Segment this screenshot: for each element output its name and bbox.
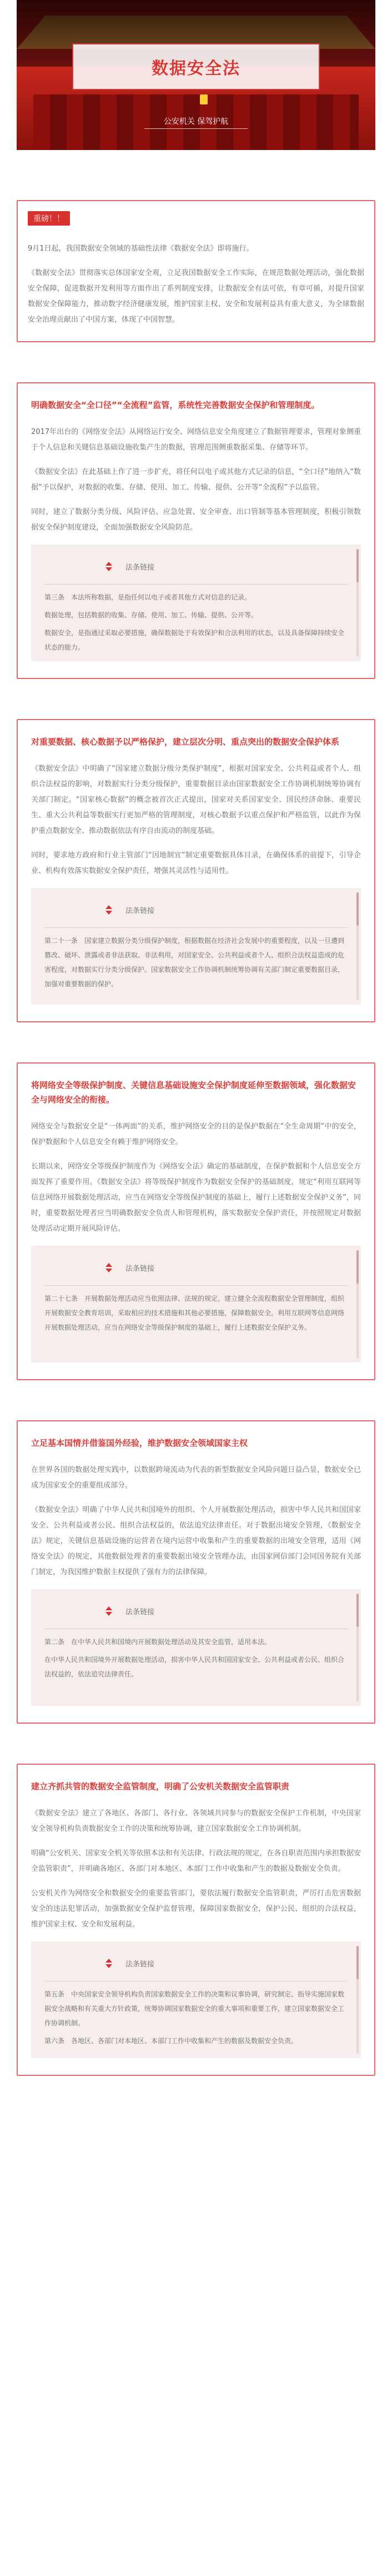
intro-card xyxy=(17,200,375,342)
law-link-box[interactable] xyxy=(31,1246,361,1362)
scrollbar[interactable] xyxy=(356,1250,359,1358)
scrollbar[interactable] xyxy=(356,549,359,657)
intro-paragraph: 《数据安全法》贯彻落实总体国家安全观，立足我国数据安全工作实际，在规范数据处理活动，强化数据安全保障，促进数据开发利用等方面作出了系列制度安排，让数据安全有法可依，有章可循，对提升国家数据安全保障能力，推动数字经济健康发展，维护国家主权、安全和发展利益具有重大意义，为全球数据安全治理贡献出了中国方案，体现了中国智慧。 xyxy=(28,269,364,324)
law-clause: 在中华人民共和国境外开展数据处理活动，损害中华人民共和国国家安全、公共利益或者公民、组织合法权益的，依法追究法律责任。 xyxy=(44,1656,345,1678)
law-link-label: 法条链接 xyxy=(125,1265,155,1273)
law-link-box[interactable] xyxy=(31,1589,361,1706)
scroll-arrows-icon xyxy=(105,1606,112,1616)
section-heading: 将网络安全等级保护制度、关键信息基础设施安全保护制度延伸至数据领域，强化数据安全与网络安全的衔接。 xyxy=(31,1080,356,1105)
law-clause: 第二十七条 开展数据处理活动应当依照法律、法规的规定，建立健全全流程数据安全管理制度，组织开展数据安全教育培训，采取相应的技术措施和其他必要措施，保障数据安全。利用互联网等信息网络开展数据处理活动，应当在网络安全等级保护制度的基础上，履行上述数据安全保护义务。 xyxy=(44,1295,345,1331)
law-clause: 第五条 中央国家安全领导机构负责国家数据安全工作的决策和议事协调，研究制定、指导实施国家数据安全战略和有关重大方针政策，统筹协调国家数据安全的重大事项和重要工作，建立国家数据安全工作协调机制。 xyxy=(44,1990,345,2027)
scrollbar-thumb[interactable] xyxy=(356,1946,359,1979)
banner-subtitle: 公安机关 保驾护航 xyxy=(163,117,229,126)
section-card xyxy=(17,1062,375,1380)
section-card xyxy=(17,1420,375,1724)
section-paragraph: 《数据安全法》中明确了“国家建立数据分级分类保护制度”，根据对国家安全、公共利益或者个人、组织合法权益的影响，对数据实行分类分级保护，重要数据目录由国家数据安全工作协调机制统筹协调有关部门制定。“国家核心数据”的概念被首次正式提出，国家对关系国家安全、国民经济命脉、重要民生、重大公共利益等数据实行更加严格的管理制度，对核心数据予以重点保护和严格监管，以此作为保护重点数据安全、推动数据依法有序自由流动的制度基础。 xyxy=(31,765,361,835)
section-paragraph: 2017年出台的《网络安全法》从网络运行安全、网络信息安全角度建立了数据管理要求，管理对象侧重于个人信息和关键信息基础设施收集产生的数据，管理范围侧重数据采集、存储等环节。 xyxy=(31,428,361,452)
law-link-header xyxy=(105,1606,348,1616)
law-link-header xyxy=(105,1262,348,1273)
section-paragraph: 长期以来，网络安全等级保护制度作为《网络安全法》确定的基础制度，在保护数据和个人信息安全方面发挥了重要作用。《数据安全法》将等级保护制度作为数据安全保护的基础制度，规定“利用互联网等信息网络开展数据处理活动，应当在网络安全等级保护制度的基础上，履行上述数据安全保护义务”，同时，重要数据处理者应当明确数据安全负责人和管理机构，落实数据安全保护责任，并按照规定对数据处理活动定期开展风险评估。 xyxy=(31,1162,361,1233)
law-clause: 数据安全，是指通过采取必要措施，确保数据处于有效保护和合法利用的状态，以及具备保障持续安全状态的能力。 xyxy=(44,629,345,651)
scrollbar[interactable] xyxy=(356,1946,359,2054)
scrollbar-thumb[interactable] xyxy=(356,892,359,926)
law-link-label: 法条链接 xyxy=(125,1608,155,1616)
intro-paragraph: 9月1日起，我国数据安全领域的基础性法律《数据安全法》即将施行。 xyxy=(28,244,254,253)
section-heading: 明确数据安全“全口径”“全流程”监管，系统性完善数据安全保护和管理制度。 xyxy=(31,400,320,410)
law-link-label: 法条链接 xyxy=(125,907,155,915)
scrollbar[interactable] xyxy=(356,892,359,1000)
section-paragraph: 《数据安全法》建立了各地区、各部门、各行业、各领域共同参与的数据安全保护工作机制，中央国家安全领导机构负责数据安全工作的决策和统筹协调，建立国家数据安全工作协调机制。 xyxy=(31,1809,361,1833)
law-link-header xyxy=(105,905,348,915)
section-paragraph: 同时，建立了数据分类分级、风险评估、应急处置、安全审查、出口管制等基本管理制度，积极引领数据安全保护制度建设，全面加强数据安全风险防范。 xyxy=(31,508,361,532)
emblem-icon xyxy=(200,94,208,104)
divider xyxy=(44,584,348,585)
section-paragraph: 在世界各国的数据处理实践中，以数据跨境流动为代表的新型数据安全风险问题日益凸显，数据安全已成为国家安全的重要组成部分。 xyxy=(31,1466,361,1490)
law-link-label: 法条链接 xyxy=(125,563,155,572)
section-paragraph: 公安机关作为网络安全和数据安全的重要监管部门，要依法履行数据安全监管职责，严厉打击危害数据安全的违法犯罪活动，加强数据安全保护监督管理，保障国家数据安全，保护公民、组织的合法权益，维护国家主权、安全和发展利益。 xyxy=(31,1889,361,1929)
scroll-arrows-icon xyxy=(105,1959,112,1968)
law-clause: 第二条 在中华人民共和国境内开展数据处理活动及其安全监管，适用本法。 xyxy=(44,1638,272,1646)
law-link-header xyxy=(105,561,348,572)
law-clause: 第三条 本法所称数据，是指任何以电子或者其他方式对信息的记录。 xyxy=(44,593,252,601)
law-clause: 数据处理，包括数据的收集、存储、使用、加工、传输、提供、公开等。 xyxy=(44,611,258,619)
section-card xyxy=(17,719,375,1022)
section-heading: 对重要数据、核心数据予以严格保护，建立层次分明、重点突出的数据安全保护体系 xyxy=(31,737,340,747)
law-text xyxy=(44,1291,348,1335)
divider xyxy=(44,927,348,928)
law-text xyxy=(44,590,348,655)
section-heading: 建立齐抓共管的数据安全监管制度，明确了公安机关数据安全监管职责 xyxy=(31,1781,290,1791)
section-paragraph: 《数据安全法》在此基础上作了进一步扩充，将任何以电子或其他方式记录的信息，“全口径”地纳入“数据”予以保护，对数据的收集、存储、使用、加工、传输、提供、公开等“全流程”予以监管。 xyxy=(31,468,361,492)
scrollbar-thumb[interactable] xyxy=(356,1594,359,1627)
law-clause: 第二十一条 国家建立数据分类分级保护制度，根据数据在经济社会发展中的重要程度，以及一旦遭到篡改、破坏、泄露或者非法获取、非法利用，对国家安全、公共利益或者个人、组织合法权益造成的危害程度，对数据实行分类分级保护。国家数据安全工作协调机制统筹协调有关部门制定重要数据目录，加强对重要数据的保护。 xyxy=(44,937,345,988)
section-paragraph: 明确“公安机关、国家安全机关等依照本法和有关法律、行政法规的规定，在各自职责范围内承担数据安全监管职责”，并明确各地区、各部门对本地区、本部门工作中收集和产生的数据及数据安全负责。 xyxy=(31,1849,361,1873)
scroll-arrows-icon xyxy=(105,905,112,915)
important-tag: 重磅！！ xyxy=(28,211,70,226)
scroll-arrows-icon xyxy=(105,562,112,571)
divider xyxy=(44,1285,348,1286)
law-text xyxy=(44,933,348,991)
law-link-box[interactable] xyxy=(31,1941,361,2058)
law-clause: 第六条 各地区、各部门对本地区、本部门工作中收集和产生的数据及数据安全负责。 xyxy=(44,2037,298,2045)
section-paragraph: 同时，要求地方政府和行业主管部门“因地制宜”制定重要数据具体目录，在确保体系的前提下，引导企业、机构有效落实数据安全保护责任，增强其灵活性与适用性。 xyxy=(31,851,361,875)
law-text xyxy=(44,1987,348,2048)
scroll-arrows-icon xyxy=(105,1263,112,1272)
banner xyxy=(17,0,375,150)
scrollbar[interactable] xyxy=(356,1594,359,1701)
banner-title: 数据安全法 xyxy=(152,59,240,78)
banner-title-box xyxy=(72,43,320,90)
section-paragraph: 《数据安全法》明确了中华人民共和国境外的组织、个人开展数据处理活动，损害中华人民共和国国家安全、公共利益或者公民、组织合法权益的，依法追究法律责任。对于数据出境安全管理，《数据安全法》规定，关键信息基础设施的运营者在境内运营中收集和产生的重要数据的出境安全管理，适用《网络安全法》的规定，其他数据处理者的重要数据出境安全管理办法，由国家网信部门会同国务院有关部门制定，为我国维护数据主权提供了强有力的法律保障。 xyxy=(31,1506,361,1576)
section-card xyxy=(17,1764,375,2076)
section-paragraph: 网络安全与数据安全是“一体两面”的关系，维护网络安全的目的是保护数据在“全生命周期”中的安全，保护数据和个人信息安全有赖于维护网络安全。 xyxy=(31,1122,361,1146)
law-link-box[interactable] xyxy=(31,545,361,661)
law-link-label: 法条链接 xyxy=(125,1960,155,1969)
law-link-header xyxy=(105,1958,348,1969)
banner-subtitle-box xyxy=(144,113,248,129)
section-heading: 立足基本国情并借鉴国外经验，维护数据安全领域国家主权 xyxy=(31,1438,248,1448)
scrollbar-thumb[interactable] xyxy=(356,1250,359,1284)
law-link-box[interactable] xyxy=(31,888,361,1005)
law-text xyxy=(44,1635,348,1681)
section-card xyxy=(17,382,375,679)
scrollbar-thumb[interactable] xyxy=(356,549,359,582)
